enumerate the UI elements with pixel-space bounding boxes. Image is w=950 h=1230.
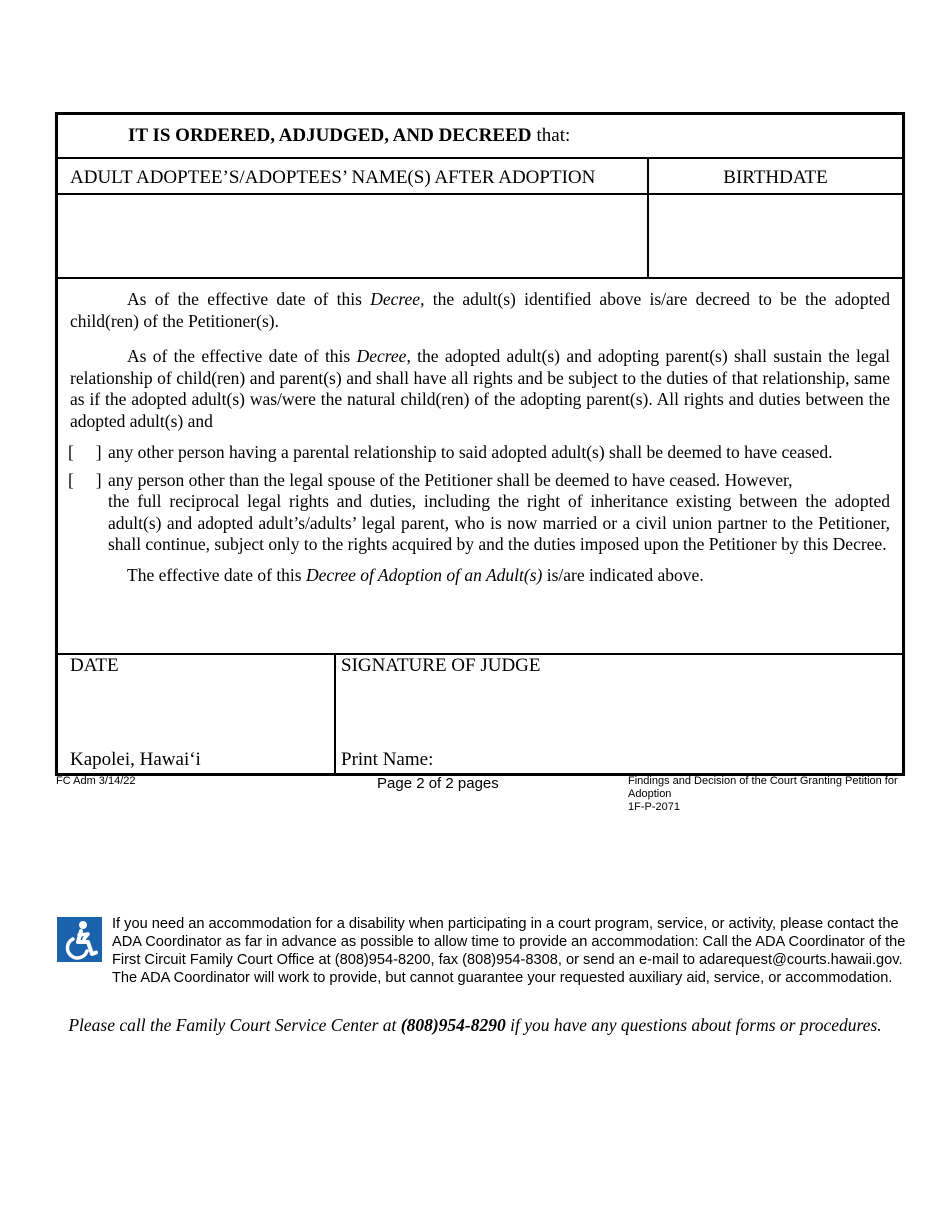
decree-paragraph-2 xyxy=(70,346,890,432)
service-center-notice xyxy=(0,1015,950,1036)
p2-decree-italic: Decree xyxy=(356,346,407,366)
birthdate-header: BIRTHDATE xyxy=(723,167,828,188)
p1-decree-italic: Decree, xyxy=(370,289,425,309)
judge-signature-label: SIGNATURE OF JUDGE xyxy=(341,655,541,676)
print-name-label: Print Name: xyxy=(341,749,434,770)
form-number: 1F-P-2071 xyxy=(628,801,680,813)
date-cell[interactable] xyxy=(58,655,336,773)
choice-spouse-ceased xyxy=(70,470,890,492)
decree-paragraph-1 xyxy=(70,289,890,332)
page-number: Page 2 of 2 pages xyxy=(377,775,499,792)
form-title-block xyxy=(628,775,900,814)
p2-text-b: , the adopted adult(s) and adopting parent(s) shall sustain the legal relationship of child(ren) and parent(s) and shall have all rights and be subject to the duties of that relationship, same as if the adopted adult(s) was/were the natural child(ren) of the adopting parent(s). All rights and duties between the adopted adult(s) and xyxy=(70,346,891,431)
decree-form xyxy=(55,112,905,776)
p1-text-a: As of the effective date of this xyxy=(127,289,362,309)
ordered-heading xyxy=(58,115,570,157)
location-label: Kapolei, Hawai‘i xyxy=(70,749,201,770)
choice-parental-ceased xyxy=(70,442,890,464)
choice-1-checkbox[interactable]: [ ] xyxy=(68,442,102,462)
form-code: FC Adm 3/14/22 xyxy=(56,775,136,787)
signature-row xyxy=(58,655,902,773)
adoptee-name-field[interactable] xyxy=(58,195,649,277)
eff-text-b: is/are indicated above. xyxy=(546,564,704,585)
ada-notice: If you need an accommodation for a disability when participating in a court program, service, or activity, please contact the ADA Coordinator as far in advance as possible to allow time to provide an accommodation: Call the ADA Coordinator of the First Circuit Family Court Office at (808)954-8200, fax (808)954-8308, or send an e-mail to adarequest@courts.hawaii.gov. The ADA Coordinator will work to provide, but cannot guarantee your requested auxiliary aid, service, or accommodation. xyxy=(112,916,906,986)
decree-body xyxy=(58,279,902,653)
ordered-heading-bold: IT IS ORDERED, ADJUDGED, AND DECREED xyxy=(128,125,532,146)
p2-text-a: As of the effective date of this xyxy=(127,346,351,366)
ordered-row xyxy=(58,115,902,159)
form-title: Findings and Decision of the Court Granting Petition for Adoption xyxy=(628,775,898,800)
service-phone: (808)954-8290 xyxy=(400,1015,506,1035)
adoptee-name-header: ADULT ADOPTEE’S/ADOPTEES’ NAME(S) AFTER ADOPTION xyxy=(58,159,649,193)
choice-2-checkbox[interactable]: [ ] xyxy=(68,469,102,490)
eff-decree-italic: Decree of Adoption of an Adult(s) xyxy=(305,564,543,585)
birthdate-field[interactable] xyxy=(649,195,902,277)
service-post: if you have any questions about forms or procedures. xyxy=(510,1015,882,1035)
judge-signature-cell[interactable] xyxy=(336,655,902,773)
date-label: DATE xyxy=(70,655,119,676)
eff-text-a: The effective date of this xyxy=(127,564,302,585)
adoptee-entry-row xyxy=(58,195,902,279)
choice-2-continuation: the full reciprocal legal rights and duties, including the right of inheritance existing between the adopted adult(s) and adopted adult’s/adults’ legal parent, who is now married or a civil union partner to the Petitioner, shall continue, subject only to the rights acquired by and the duties imposed upon the Petitioner by this Decree. xyxy=(108,491,890,554)
ordered-heading-rest: that: xyxy=(536,125,571,146)
choice-2-text: any person other than the legal spouse of the Petitioner shall be deemed to have ceased. However, xyxy=(108,469,793,490)
decree-body-row xyxy=(58,279,902,655)
choice-1-text: any other person having a parental relationship to said adopted adult(s) shall be deemed to have ceased. xyxy=(108,442,833,462)
adoptee-header-row xyxy=(58,159,902,195)
accessibility-icon xyxy=(57,917,102,962)
service-pre: Please call the Family Court Service Center at xyxy=(68,1015,397,1035)
p1-text-b: the adult(s) identified above is/are decreed to be the adopted child(ren) of the Petitioner(s). xyxy=(70,289,891,331)
effective-date-paragraph xyxy=(70,565,890,587)
